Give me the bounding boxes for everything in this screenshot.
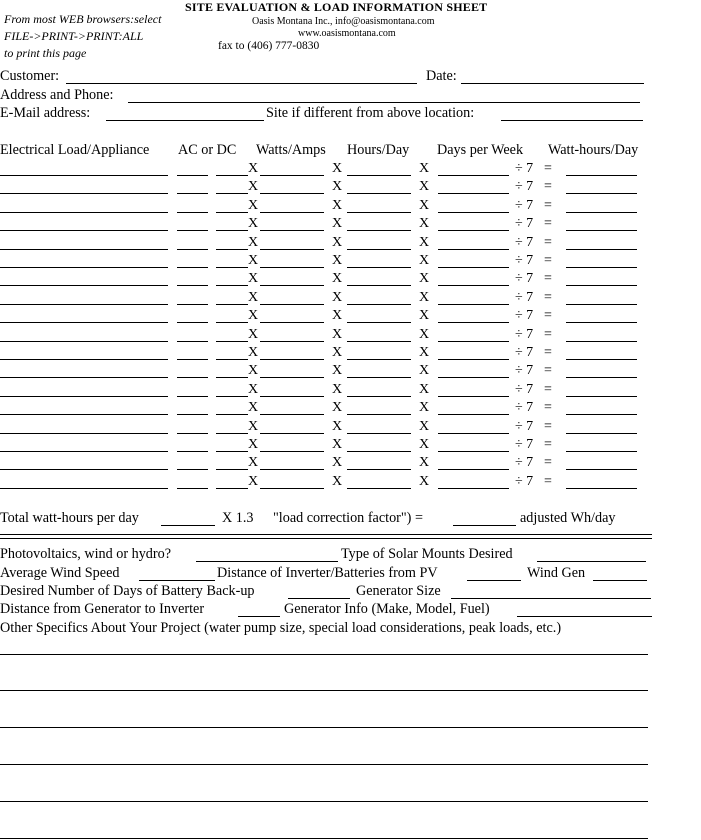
multiply-sign: X xyxy=(419,161,430,176)
watt-hours-field[interactable] xyxy=(566,341,637,342)
multiply-sign: X xyxy=(248,327,259,342)
print-note-line-1: From most WEB browsers:select xyxy=(4,12,162,26)
adjusted-wh-field[interactable] xyxy=(453,525,516,526)
multiply-sign: X xyxy=(248,363,259,378)
days-week-field[interactable] xyxy=(438,212,509,213)
equals-sign: = xyxy=(544,235,552,250)
multiply-sign: X xyxy=(332,327,343,342)
backup-days-label: Desired Number of Days of Battery Back-up xyxy=(0,583,255,599)
multiply-sign: X xyxy=(419,363,430,378)
watts-field[interactable] xyxy=(216,322,248,323)
total-result: adjusted Wh/day xyxy=(520,510,616,526)
multiply-sign: X xyxy=(419,327,430,342)
divide-by-seven: ÷ 7 xyxy=(515,290,534,305)
print-instructions xyxy=(4,11,161,62)
equals-sign: = xyxy=(544,400,552,415)
watt-hours-field[interactable] xyxy=(566,230,637,231)
ac-dc-field[interactable] xyxy=(177,377,208,378)
divide-by-seven: ÷ 7 xyxy=(515,363,534,378)
fax-number: fax to (406) 777-0830 xyxy=(218,40,320,52)
watts-field[interactable] xyxy=(216,451,248,452)
total-correction: "load correction factor") = xyxy=(273,510,423,526)
watts-field[interactable] xyxy=(216,414,248,415)
col-header-appliance: Electrical Load/Appliance xyxy=(0,142,150,158)
amps-field[interactable] xyxy=(260,230,324,231)
company-website: www.oasismontana.com xyxy=(298,28,396,39)
multiply-sign: X xyxy=(248,455,259,470)
amps-field[interactable] xyxy=(260,377,324,378)
ac-dc-field[interactable] xyxy=(177,451,208,452)
days-week-field[interactable] xyxy=(438,285,509,286)
divide-by-seven: ÷ 7 xyxy=(515,419,534,434)
pv-label: Photovoltaics, wind or hydro? xyxy=(0,546,172,562)
appliance-field[interactable] xyxy=(0,249,168,250)
notes-line[interactable] xyxy=(0,764,648,765)
equals-sign: = xyxy=(544,290,552,305)
divide-by-seven: ÷ 7 xyxy=(515,345,534,360)
watts-field[interactable] xyxy=(216,469,248,470)
hours-day-field[interactable] xyxy=(347,322,411,323)
multiply-sign: X xyxy=(332,363,343,378)
appliance-field[interactable] xyxy=(0,175,168,176)
hours-day-field[interactable] xyxy=(347,212,411,213)
watt-hours-field[interactable] xyxy=(566,212,637,213)
watts-field[interactable] xyxy=(216,230,248,231)
hours-day-field[interactable] xyxy=(347,230,411,231)
multiply-sign: X xyxy=(248,216,259,231)
hours-day-field[interactable] xyxy=(347,341,411,342)
amps-field[interactable] xyxy=(260,304,324,305)
ac-dc-field[interactable] xyxy=(177,304,208,305)
amps-field[interactable] xyxy=(260,451,324,452)
hours-day-field[interactable] xyxy=(347,249,411,250)
appliance-field[interactable] xyxy=(0,193,168,194)
col-header-watts-amps: Watts/Amps xyxy=(256,142,326,158)
email-field[interactable] xyxy=(106,120,264,121)
watts-field[interactable] xyxy=(216,433,248,434)
equals-sign: = xyxy=(544,419,552,434)
multiply-sign: X xyxy=(332,235,343,250)
appliance-field[interactable] xyxy=(0,322,168,323)
hours-day-field[interactable] xyxy=(347,304,411,305)
watts-field[interactable] xyxy=(216,175,248,176)
generator-size-label: Generator Size xyxy=(356,583,441,599)
divide-by-seven: ÷ 7 xyxy=(515,455,534,470)
distance-pv-field[interactable] xyxy=(467,580,521,581)
multiply-sign: X xyxy=(332,345,343,360)
watt-hours-field[interactable] xyxy=(566,414,637,415)
ac-dc-field[interactable] xyxy=(177,285,208,286)
gen-distance-label: Distance from Generator to Inverter xyxy=(0,601,205,617)
wind-gen-label: Wind Gen xyxy=(527,565,586,581)
hours-day-field[interactable] xyxy=(347,488,411,489)
backup-days-field[interactable] xyxy=(288,598,350,599)
days-week-field[interactable] xyxy=(438,341,509,342)
watts-field[interactable] xyxy=(216,304,248,305)
watts-field[interactable] xyxy=(216,212,248,213)
equals-sign: = xyxy=(544,363,552,378)
amps-field[interactable] xyxy=(260,193,324,194)
appliance-field[interactable] xyxy=(0,230,168,231)
multiply-sign: X xyxy=(419,216,430,231)
watt-hours-field[interactable] xyxy=(566,377,637,378)
multiply-sign: X xyxy=(248,474,259,489)
multiply-sign: X xyxy=(419,198,430,213)
multiply-sign: X xyxy=(419,253,430,268)
multiply-sign: X xyxy=(332,308,343,323)
col-header-hours-day: Hours/Day xyxy=(347,142,410,158)
hours-day-field[interactable] xyxy=(347,193,411,194)
amps-field[interactable] xyxy=(260,433,324,434)
notes-line[interactable] xyxy=(0,838,648,839)
hours-day-field[interactable] xyxy=(347,285,411,286)
equals-sign: = xyxy=(544,198,552,213)
company-info: Oasis Montana Inc., info@oasismontana.com xyxy=(252,16,435,27)
appliance-field[interactable] xyxy=(0,451,168,452)
multiply-sign: X xyxy=(419,308,430,323)
multiply-sign: X xyxy=(332,437,343,452)
appliance-field[interactable] xyxy=(0,488,168,489)
multiply-sign: X xyxy=(419,235,430,250)
watt-hours-field[interactable] xyxy=(566,285,637,286)
multiply-sign: X xyxy=(248,290,259,305)
appliance-field[interactable] xyxy=(0,359,168,360)
divide-by-seven: ÷ 7 xyxy=(515,179,534,194)
equals-sign: = xyxy=(544,308,552,323)
watt-hours-field[interactable] xyxy=(566,359,637,360)
site-location-label: Site if different from above location: xyxy=(266,105,475,121)
equals-sign: = xyxy=(544,437,552,452)
notes-line[interactable] xyxy=(0,690,648,691)
ac-dc-field[interactable] xyxy=(177,175,208,176)
divide-by-seven: ÷ 7 xyxy=(515,382,534,397)
wind-speed-field[interactable] xyxy=(139,580,215,581)
hours-day-field[interactable] xyxy=(347,433,411,434)
watts-field[interactable] xyxy=(216,285,248,286)
equals-sign: = xyxy=(544,474,552,489)
print-note-line-2: FILE->PRINT->PRINT:ALL xyxy=(4,29,144,43)
ac-dc-field[interactable] xyxy=(177,359,208,360)
hours-day-field[interactable] xyxy=(347,175,411,176)
divide-by-seven: ÷ 7 xyxy=(515,400,534,415)
watt-hours-field[interactable] xyxy=(566,249,637,250)
print-note-line-3: to print this page xyxy=(4,46,87,60)
days-week-field[interactable] xyxy=(438,304,509,305)
ac-dc-field[interactable] xyxy=(177,414,208,415)
watt-hours-field[interactable] xyxy=(566,469,637,470)
watt-hours-field[interactable] xyxy=(566,396,637,397)
generator-size-field[interactable] xyxy=(451,598,651,599)
site-location-field[interactable] xyxy=(501,120,643,121)
page-title: SITE EVALUATION & LOAD INFORMATION SHEET xyxy=(185,0,488,14)
divide-by-seven: ÷ 7 xyxy=(515,474,534,489)
ac-dc-field[interactable] xyxy=(177,341,208,342)
watt-hours-field[interactable] xyxy=(566,488,637,489)
divide-by-seven: ÷ 7 xyxy=(515,327,534,342)
multiply-sign: X xyxy=(419,179,430,194)
amps-field[interactable] xyxy=(260,341,324,342)
watts-field[interactable] xyxy=(216,396,248,397)
multiply-sign: X xyxy=(419,382,430,397)
notes-line[interactable] xyxy=(0,727,648,728)
ac-dc-field[interactable] xyxy=(177,249,208,250)
mounts-field[interactable] xyxy=(537,561,646,562)
appliance-field[interactable] xyxy=(0,267,168,268)
divide-by-seven: ÷ 7 xyxy=(515,216,534,231)
generator-info-label: Generator Info (Make, Model, Fuel) xyxy=(284,601,490,617)
equals-sign: = xyxy=(544,345,552,360)
watts-field[interactable] xyxy=(216,359,248,360)
watt-hours-field[interactable] xyxy=(566,175,637,176)
multiply-sign: X xyxy=(332,382,343,397)
watt-hours-field[interactable] xyxy=(566,451,637,452)
watts-field[interactable] xyxy=(216,341,248,342)
hours-day-field[interactable] xyxy=(347,377,411,378)
multiply-sign: X xyxy=(419,400,430,415)
amps-field[interactable] xyxy=(260,359,324,360)
equals-sign: = xyxy=(544,455,552,470)
wind-gen-field[interactable] xyxy=(593,580,647,581)
multiply-sign: X xyxy=(419,419,430,434)
multiply-sign: X xyxy=(332,400,343,415)
address-field[interactable] xyxy=(128,102,640,103)
multiply-sign: X xyxy=(248,400,259,415)
total-label: Total watt-hours per day xyxy=(0,510,139,526)
date-label: Date: xyxy=(426,68,457,84)
appliance-field[interactable] xyxy=(0,414,168,415)
watt-hours-field[interactable] xyxy=(566,193,637,194)
notes-line[interactable] xyxy=(0,654,648,655)
ac-dc-field[interactable] xyxy=(177,469,208,470)
hours-day-field[interactable] xyxy=(347,267,411,268)
days-week-field[interactable] xyxy=(438,433,509,434)
multiply-sign: X xyxy=(332,216,343,231)
hours-day-field[interactable] xyxy=(347,359,411,360)
appliance-field[interactable] xyxy=(0,377,168,378)
total-factor: X 1.3 xyxy=(222,510,254,526)
days-week-field[interactable] xyxy=(438,469,509,470)
divide-by-seven: ÷ 7 xyxy=(515,253,534,268)
watts-field[interactable] xyxy=(216,267,248,268)
ac-dc-field[interactable] xyxy=(177,322,208,323)
multiply-sign: X xyxy=(248,308,259,323)
date-field[interactable] xyxy=(461,83,644,84)
equals-sign: = xyxy=(544,253,552,268)
days-week-field[interactable] xyxy=(438,193,509,194)
multiply-sign: X xyxy=(332,419,343,434)
multiply-sign: X xyxy=(248,198,259,213)
multiply-sign: X xyxy=(248,437,259,452)
hours-day-field[interactable] xyxy=(347,469,411,470)
watt-hours-field[interactable] xyxy=(566,322,637,323)
equals-sign: = xyxy=(544,327,552,342)
divide-by-seven: ÷ 7 xyxy=(515,235,534,250)
amps-field[interactable] xyxy=(260,267,324,268)
multiply-sign: X xyxy=(248,345,259,360)
appliance-field[interactable] xyxy=(0,433,168,434)
watt-hours-field[interactable] xyxy=(566,267,637,268)
hours-day-field[interactable] xyxy=(347,451,411,452)
days-week-field[interactable] xyxy=(438,267,509,268)
equals-sign: = xyxy=(544,161,552,176)
amps-field[interactable] xyxy=(260,469,324,470)
appliance-field[interactable] xyxy=(0,304,168,305)
notes-line[interactable] xyxy=(0,801,648,802)
address-label: Address and Phone: xyxy=(0,87,114,103)
amps-field[interactable] xyxy=(260,396,324,397)
watt-hours-field[interactable] xyxy=(566,304,637,305)
days-week-field[interactable] xyxy=(438,249,509,250)
multiply-sign: X xyxy=(248,271,259,286)
multiply-sign: X xyxy=(248,382,259,397)
watts-field[interactable] xyxy=(216,488,248,489)
divide-by-seven: ÷ 7 xyxy=(515,161,534,176)
amps-field[interactable] xyxy=(260,488,324,489)
multiply-sign: X xyxy=(419,474,430,489)
days-week-field[interactable] xyxy=(438,377,509,378)
multiply-sign: X xyxy=(332,271,343,286)
days-week-field[interactable] xyxy=(438,488,509,489)
multiply-sign: X xyxy=(248,179,259,194)
days-week-field[interactable] xyxy=(438,359,509,360)
section-divider xyxy=(0,534,652,539)
multiply-sign: X xyxy=(332,253,343,268)
mounts-label: Type of Solar Mounts Desired xyxy=(341,546,513,562)
amps-field[interactable] xyxy=(260,212,324,213)
divide-by-seven: ÷ 7 xyxy=(515,271,534,286)
hours-day-field[interactable] xyxy=(347,414,411,415)
days-week-field[interactable] xyxy=(438,175,509,176)
days-week-field[interactable] xyxy=(438,414,509,415)
multiply-sign: X xyxy=(332,161,343,176)
hours-day-field[interactable] xyxy=(347,396,411,397)
col-header-days-week: Days per Week xyxy=(437,142,524,158)
divide-by-seven: ÷ 7 xyxy=(515,198,534,213)
email-label: E-Mail address: xyxy=(0,105,91,121)
multiply-sign: X xyxy=(332,179,343,194)
multiply-sign: X xyxy=(248,161,259,176)
amps-field[interactable] xyxy=(260,249,324,250)
multiply-sign: X xyxy=(419,437,430,452)
multiply-sign: X xyxy=(248,253,259,268)
equals-sign: = xyxy=(544,216,552,231)
multiply-sign: X xyxy=(332,455,343,470)
amps-field[interactable] xyxy=(260,414,324,415)
multiply-sign: X xyxy=(332,474,343,489)
multiply-sign: X xyxy=(419,455,430,470)
multiply-sign: X xyxy=(332,290,343,305)
days-week-field[interactable] xyxy=(438,322,509,323)
ac-dc-field[interactable] xyxy=(177,488,208,489)
equals-sign: = xyxy=(544,382,552,397)
divide-by-seven: ÷ 7 xyxy=(515,437,534,452)
appliance-field[interactable] xyxy=(0,469,168,470)
appliance-field[interactable] xyxy=(0,396,168,397)
amps-field[interactable] xyxy=(260,175,324,176)
generator-info-field[interactable] xyxy=(517,616,652,617)
days-week-field[interactable] xyxy=(438,396,509,397)
ac-dc-field[interactable] xyxy=(177,433,208,434)
appliance-field[interactable] xyxy=(0,212,168,213)
days-week-field[interactable] xyxy=(438,230,509,231)
watts-field[interactable] xyxy=(216,377,248,378)
multiply-sign: X xyxy=(419,345,430,360)
appliance-field[interactable] xyxy=(0,285,168,286)
multiply-sign: X xyxy=(419,271,430,286)
multiply-sign: X xyxy=(332,198,343,213)
customer-label: Customer: xyxy=(0,68,60,84)
distance-pv-label: Distance of Inverter/Batteries from PV xyxy=(217,565,438,581)
col-header-watt-hours: Watt-hours/Day xyxy=(548,142,639,158)
total-wh-field[interactable] xyxy=(161,525,215,526)
gen-distance-field[interactable] xyxy=(238,616,280,617)
customer-field[interactable] xyxy=(66,83,417,84)
col-header-ac-dc: AC or DC xyxy=(178,142,237,158)
appliance-field[interactable] xyxy=(0,341,168,342)
wind-speed-label: Average Wind Speed xyxy=(0,565,120,581)
watt-hours-field[interactable] xyxy=(566,433,637,434)
watts-field[interactable] xyxy=(216,249,248,250)
amps-field[interactable] xyxy=(260,322,324,323)
multiply-sign: X xyxy=(248,235,259,250)
days-week-field[interactable] xyxy=(438,451,509,452)
ac-dc-field[interactable] xyxy=(177,267,208,268)
other-specifics-label: Other Specifics About Your Project (water pump size, special load considerations, peak loads, etc.) xyxy=(0,620,562,636)
multiply-sign: X xyxy=(248,419,259,434)
watts-field[interactable] xyxy=(216,193,248,194)
pv-field[interactable] xyxy=(196,561,338,562)
ac-dc-field[interactable] xyxy=(177,193,208,194)
equals-sign: = xyxy=(544,179,552,194)
ac-dc-field[interactable] xyxy=(177,230,208,231)
ac-dc-field[interactable] xyxy=(177,212,208,213)
multiply-sign: X xyxy=(419,290,430,305)
equals-sign: = xyxy=(544,271,552,286)
ac-dc-field[interactable] xyxy=(177,396,208,397)
divide-by-seven: ÷ 7 xyxy=(515,308,534,323)
amps-field[interactable] xyxy=(260,285,324,286)
